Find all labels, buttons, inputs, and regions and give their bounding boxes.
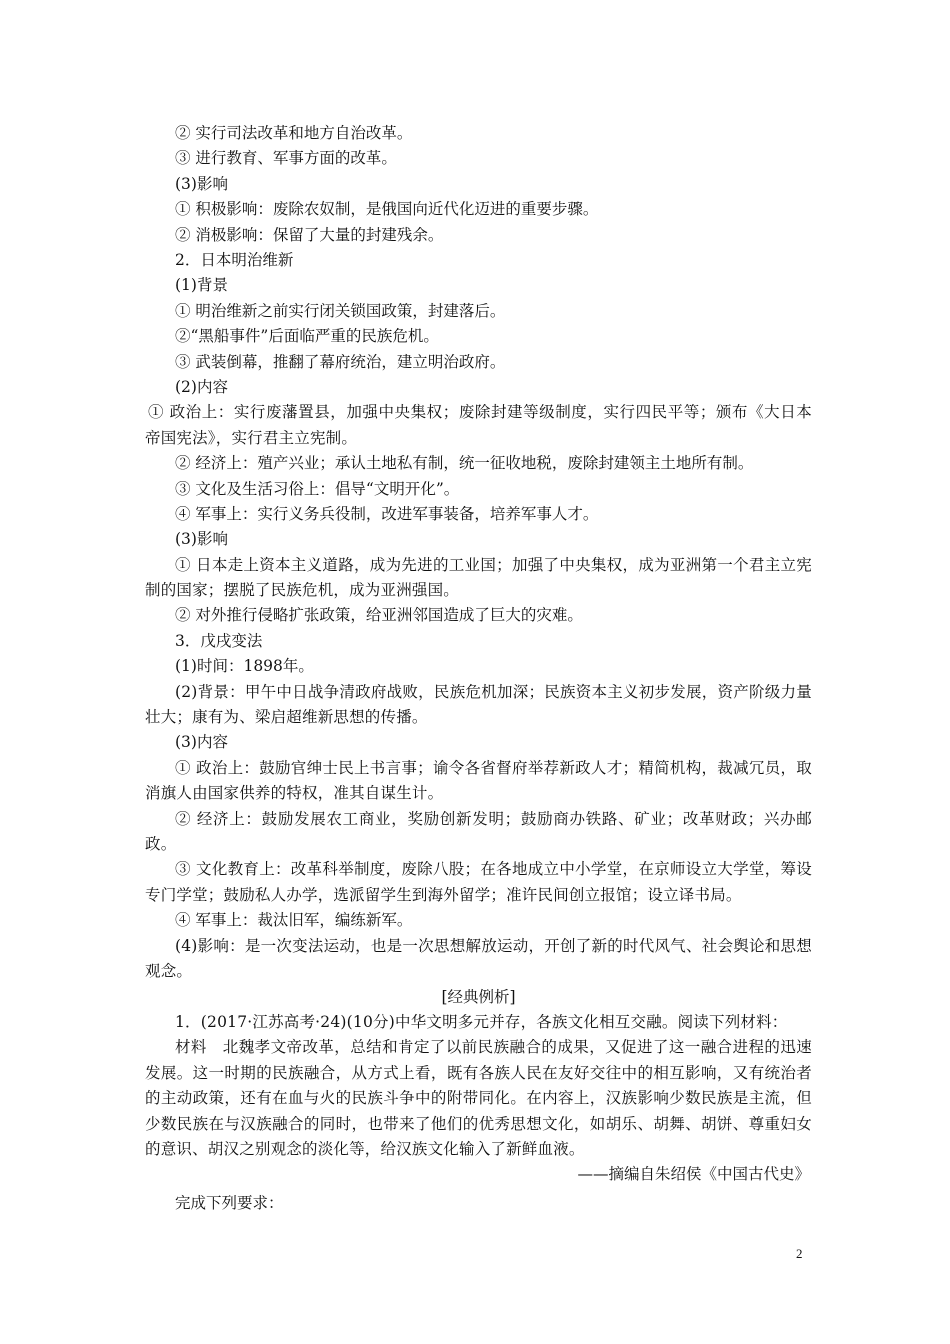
- subheading: (3)影响: [175, 174, 228, 193]
- text-line: ④ 军事上：裁汰旧军，编练新军。: [175, 911, 413, 930]
- page-number: 2: [796, 1246, 803, 1261]
- paragraph: (4)影响：是一次变法运动，也是一次思想解放运动，开创了新的时代风气、社会舆论和思想观念。: [145, 936, 812, 981]
- text-line: ③ 进行教育、军事方面的改革。: [175, 149, 397, 168]
- paragraph: (2)背景：甲午中日战争清政府战败，民族危机加深；民族资本主义初步发展，资产阶级力量壮大；康有为、梁启超维新思想的传播。: [145, 682, 812, 727]
- text-line: ④ 军事上：实行义务兵役制，改进军事装备，培养军事人才。: [175, 504, 599, 523]
- paragraph: ① 日本走上资本主义道路，成为先进的工业国；加强了中央集权，成为亚洲第一个君主立宪制的国家；摆脱了民族危机，成为亚洲强国。: [145, 555, 812, 600]
- text-line: (1)时间：1898年。: [175, 657, 314, 676]
- subheading: (2)内容: [175, 377, 228, 396]
- paragraph: ① 政治上：实行废藩置县，加强中央集权；废除封建等级制度，实行四民平等；颁布《大日本帝国宪法》，实行君主立宪制。: [145, 403, 812, 447]
- question-stem: 1．(2017·江苏高考·24)(10分)中华文明多元并存，各族文化相互交融。阅读下列材料：: [175, 1012, 788, 1031]
- text-line: ③ 文化及生活习俗上：倡导“文明开化”。: [175, 479, 460, 498]
- text-line: ② 经济上：殖产兴业；承认土地私有制，统一征收地税，废除封建领主土地所有制。: [175, 454, 754, 473]
- text-line: ② 消极影响：保留了大量的封建残余。: [175, 225, 444, 244]
- paragraph: ① 政治上：鼓励官绅士民上书言事；谕令各省督府举荐新政人才；精简机构，裁减冗员，取消旗人由国家供养的特权，准其自谋生计。: [145, 758, 812, 803]
- text-line: ② 实行司法改革和地方自治改革。: [175, 124, 413, 142]
- subheading: (3)内容: [175, 733, 228, 752]
- requirement-text: 完成下列要求：: [175, 1193, 284, 1212]
- subheading: (3)影响: [175, 530, 228, 549]
- text-line: ① 明治维新之前实行闭关锁国政策，封建落后。: [175, 301, 506, 320]
- text-line: ① 积极影响：废除农奴制，是俄国向近代化迈进的重要步骤。: [175, 200, 599, 219]
- text-line: ② 对外推行侵略扩张政策，给亚洲邻国造成了巨大的灾难。: [175, 606, 583, 625]
- paragraph: ② 经济上：鼓励发展农工商业，奖励创新发明；鼓励商办铁路、矿业；改革财政；兴办邮政。: [145, 809, 812, 854]
- material-paragraph: 材料 北魏孝文帝改革，总结和肯定了以前民族融合的成果，又促进了这一融合进程的迅速发展。这一时期的民族融合，从方式上看，既有各族人民在友好交往中的相互影响，又有统治者的主动政策，还有在血与火的民族斗争中的附带同化。在内容上，汉族影响少数民族是主流，但少数民族在与汉族融合的同时，也带来了他们的优秀思想文化，如胡乐、胡舞、胡饼、尊重妇女的意识、胡汉之别观念的淡化等，给汉族文化输入了新鲜血液。: [145, 1038, 812, 1158]
- text-line: ③ 武装倒幕，推翻了幕府统治，建立明治政府。: [175, 352, 506, 371]
- paragraph: ③ 文化教育上：改革科举制度，废除八股；在各地成立中小学堂，在京师设立大学堂，筹设专门学堂；鼓励私人办学，选派留学生到海外留学；准许民间创立报馆；设立译书局。: [145, 860, 812, 904]
- section-title: [经典例析]: [441, 987, 516, 1006]
- text-line: ②“黑船事件”后面临严重的民族危机。: [175, 327, 439, 346]
- source-citation: ——摘编自朱绍侯《中国古代史》: [577, 1165, 810, 1184]
- section-heading: 2．日本明治维新: [175, 250, 294, 269]
- subheading: (1)背景: [175, 276, 228, 295]
- document-body: [145, 121, 812, 1216]
- section-heading: 3．戊戌变法: [175, 631, 263, 650]
